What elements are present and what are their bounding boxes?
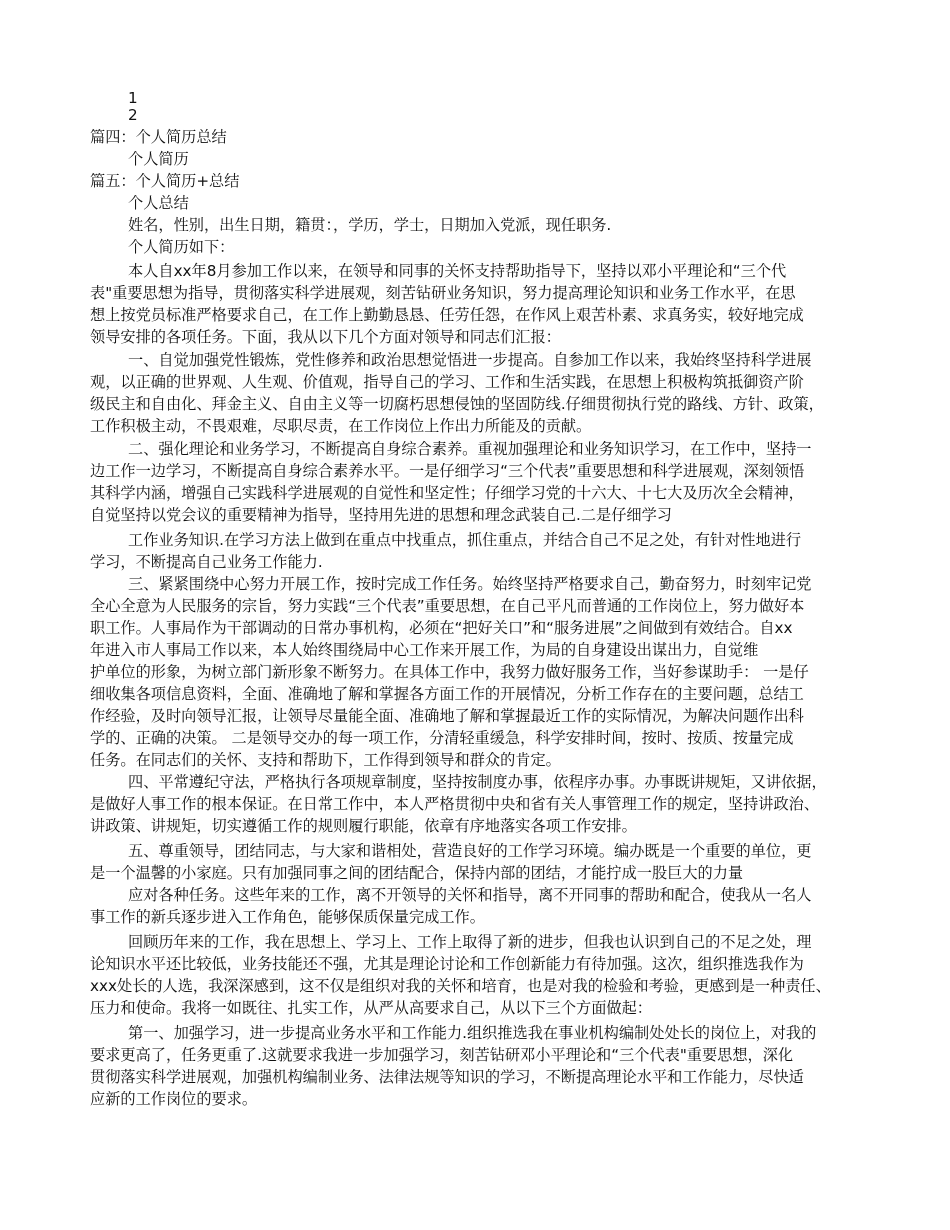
paragraph-line: 学的、正确的决策。 二是领导交办的每一项工作，分清轻重缓急，科学安排时间，按时、按质、按量完成 — [90, 729, 794, 747]
paragraph-line: 细收集各项信息资料，全面、准确地了解和掌握各方面工作的开展情况，分析工作存在的主要问题，总结工 — [90, 685, 804, 703]
paragraph-line: 边工作一边学习，不断提高自身综合素养水平。一是仔细学习“三个代表”重要思想和科学进展观，深刻领悟 — [90, 462, 805, 480]
paragraph-line: xxx处长的人选，我深深感到，这不仅是组织对我的关怀和培育，也是对我的检验和考验，更感到是一种责任、 — [90, 977, 831, 995]
section-heading: 篇五：个人简历+总结 — [90, 172, 240, 190]
section-subheading: 个人简历 — [128, 150, 189, 168]
paragraph-line: 回顾历年来的工作，我在思想上、学习上、工作上取得了新的进步，但我也认识到自己的不足之处，理 — [128, 933, 812, 951]
paragraph-line: 第一、加强学习，进一步提高业务水平和工作能力.组织推选我在事业机构编制处处长的岗位上，对我的 — [128, 1024, 817, 1042]
paragraph-line: 个人简历如下： — [128, 238, 235, 256]
paragraph-line: 是一个温馨的小家庭。只有加强同事之间的团结配合，保持内部的团结，才能拧成一股巨大的力量 — [90, 864, 744, 882]
paragraph-line: 职工作。人事局作为干部调动的日常办事机构，必须在“把好关口”和“服务进展”之间做到有效结合。自xx — [90, 619, 793, 637]
paragraph-line: 任务。在同志们的关怀、支持和帮助下，工作得到领导和群众的肯定。 — [90, 751, 561, 769]
paragraph-line: 二、强化理论和业务学习，不断提高自身综合素养。重视加强理论和业务知识学习，在工作中，坚持一 — [128, 440, 812, 458]
paragraph-line: 表"重要思想为指导，贯彻落实科学进展观，刻苦钻研业务知识，努力提高理论知识和业务工作水平，在思 — [90, 284, 796, 302]
paragraph-line: 级民主和自由化、拜金主义、自由主义等一切腐朽思想侵蚀的坚固防线.仔细贯彻执行党的路线、方针、政策， — [90, 395, 824, 413]
paragraph-line: 三、紧紧围绕中心努力开展工作，按时完成工作任务。始终坚持严格要求自己，勤奋努力，时刻牢记党 — [128, 575, 812, 593]
paragraph-line: 应对各种任务。这些年来的工作，离不开领导的关怀和指导，离不开同事的帮助和配合，使我从一名人 — [128, 886, 812, 904]
paragraph-line: 本人自xx年8月参加工作以来，在领导和同事的关怀支持帮助指导下，坚持以邓小平理论和“三个代 — [128, 262, 787, 280]
paragraph-line: 要求更高了，任务更重了.这就要求我进一步加强学习，刻苦钻研邓小平理论和“三个代表"重要思想，深化 — [90, 1046, 794, 1064]
paragraph-line: 学习，不断提高自己业务工作能力. — [90, 553, 323, 571]
paragraph-line: 五、尊重领导，团结同志，与大家和谐相处，营造良好的工作学习环境。编办既是一个重要的单位，更 — [128, 842, 812, 860]
paragraph-line: 论知识水平还比较低，业务技能还不强，尤其是理论讨论和工作创新能力有待加强。这次，组织推选我作为 — [90, 955, 804, 973]
paragraph-line: 领导安排的各项任务。下面，我从以下几个方面对领导和同志们汇报： — [90, 328, 561, 346]
paragraph-line: 作经验，及时向领导汇报，让领导尽量能全面、准确地了解和掌握最近工作的实际情况，为解决问题作出科 — [90, 707, 804, 725]
paragraph-line: 工作业务知识.在学习方法上做到在重点中找重点，抓住重点，并结合自己不足之处，有针对性地进行 — [128, 531, 802, 549]
paragraph-line: 其科学内涵，增强自己实践科学进展观的自觉性和坚定性；仔细学习党的十六大、十七大及历次全会精神， — [90, 484, 804, 502]
paragraph-line: 贯彻落实科学进展观，加强机构编制业务、法律法规等知识的学习，不断提高理论水平和工作能力，尽快适 — [90, 1068, 804, 1086]
paragraph-line: 讲政策、讲规矩，切实遵循工作的规则履行职能，依章有序地落实各项工作安排。 — [90, 817, 637, 835]
paragraph-line: 全心全意为人民服务的宗旨，努力实践“三个代表”重要思想，在自己平凡而普通的工作岗位上，努力做好本 — [90, 597, 805, 615]
paragraph-line: 想上按党员标准严格要求自己，在工作上勤勤恳恳、任劳任怨，在作风上艰苦朴素、求真务实，较好地完成 — [90, 306, 804, 324]
paragraph-line: 四、平常遵纪守法，严格执行各项规章制度，坚持按制度办事，依程序办事。办事既讲规矩，又讲依据， — [128, 773, 827, 791]
paragraph-line: 姓名，性别，出生日期，籍贯：，学历，学士，日期加入党派，现任职务. — [128, 216, 612, 234]
paragraph-line: 应新的工作岗位的要求。 — [90, 1090, 258, 1108]
paragraph-line: 事工作的新兵逐步进入工作角色，能够保质保量完成工作。 — [90, 908, 485, 926]
section-heading: 篇四：个人简历总结 — [90, 128, 227, 146]
page-number-line: 2 — [128, 106, 138, 124]
paragraph-line: 年进入市人事局工作以来，本人始终围绕局中心工作来开展工作，为局的自身建设出谋出力，自觉维 — [90, 641, 759, 659]
paragraph-line: 自觉坚持以党会议的重要精神为指导，坚持用先进的思想和理念武装自己.二是仔细学习 — [90, 506, 672, 524]
paragraph-line: 是做好人事工作的根本保证。在日常工作中，本人严格贯彻中央和省有关人事管理工作的规定，坚持讲政治、 — [90, 795, 819, 813]
section-subheading: 个人总结 — [128, 194, 189, 212]
paragraph-line: 压力和使命。我将一如既往、扎实工作，从严从高要求自己，从以下三个方面做起： — [90, 999, 652, 1017]
paragraph-line: 护单位的形象，为树立部门新形象不断努力。在具体工作中，我努力做好服务工作，当好参谋助手： 一是仔 — [90, 663, 809, 681]
page-number-line: 1 — [128, 89, 138, 107]
paragraph-line: 观，以正确的世界观、人生观、价值观，指导自己的学习、工作和生活实践，在思想上积极构筑抵御资产阶 — [90, 373, 804, 391]
paragraph-line: 工作积极主动，不畏艰难，尽职尽责，在工作岗位上作出力所能及的贡献。 — [90, 417, 592, 435]
paragraph-line: 一、自觉加强党性锻炼，党性修养和政治思想觉悟进一步提高。自参加工作以来，我始终坚持科学进展 — [128, 351, 812, 369]
